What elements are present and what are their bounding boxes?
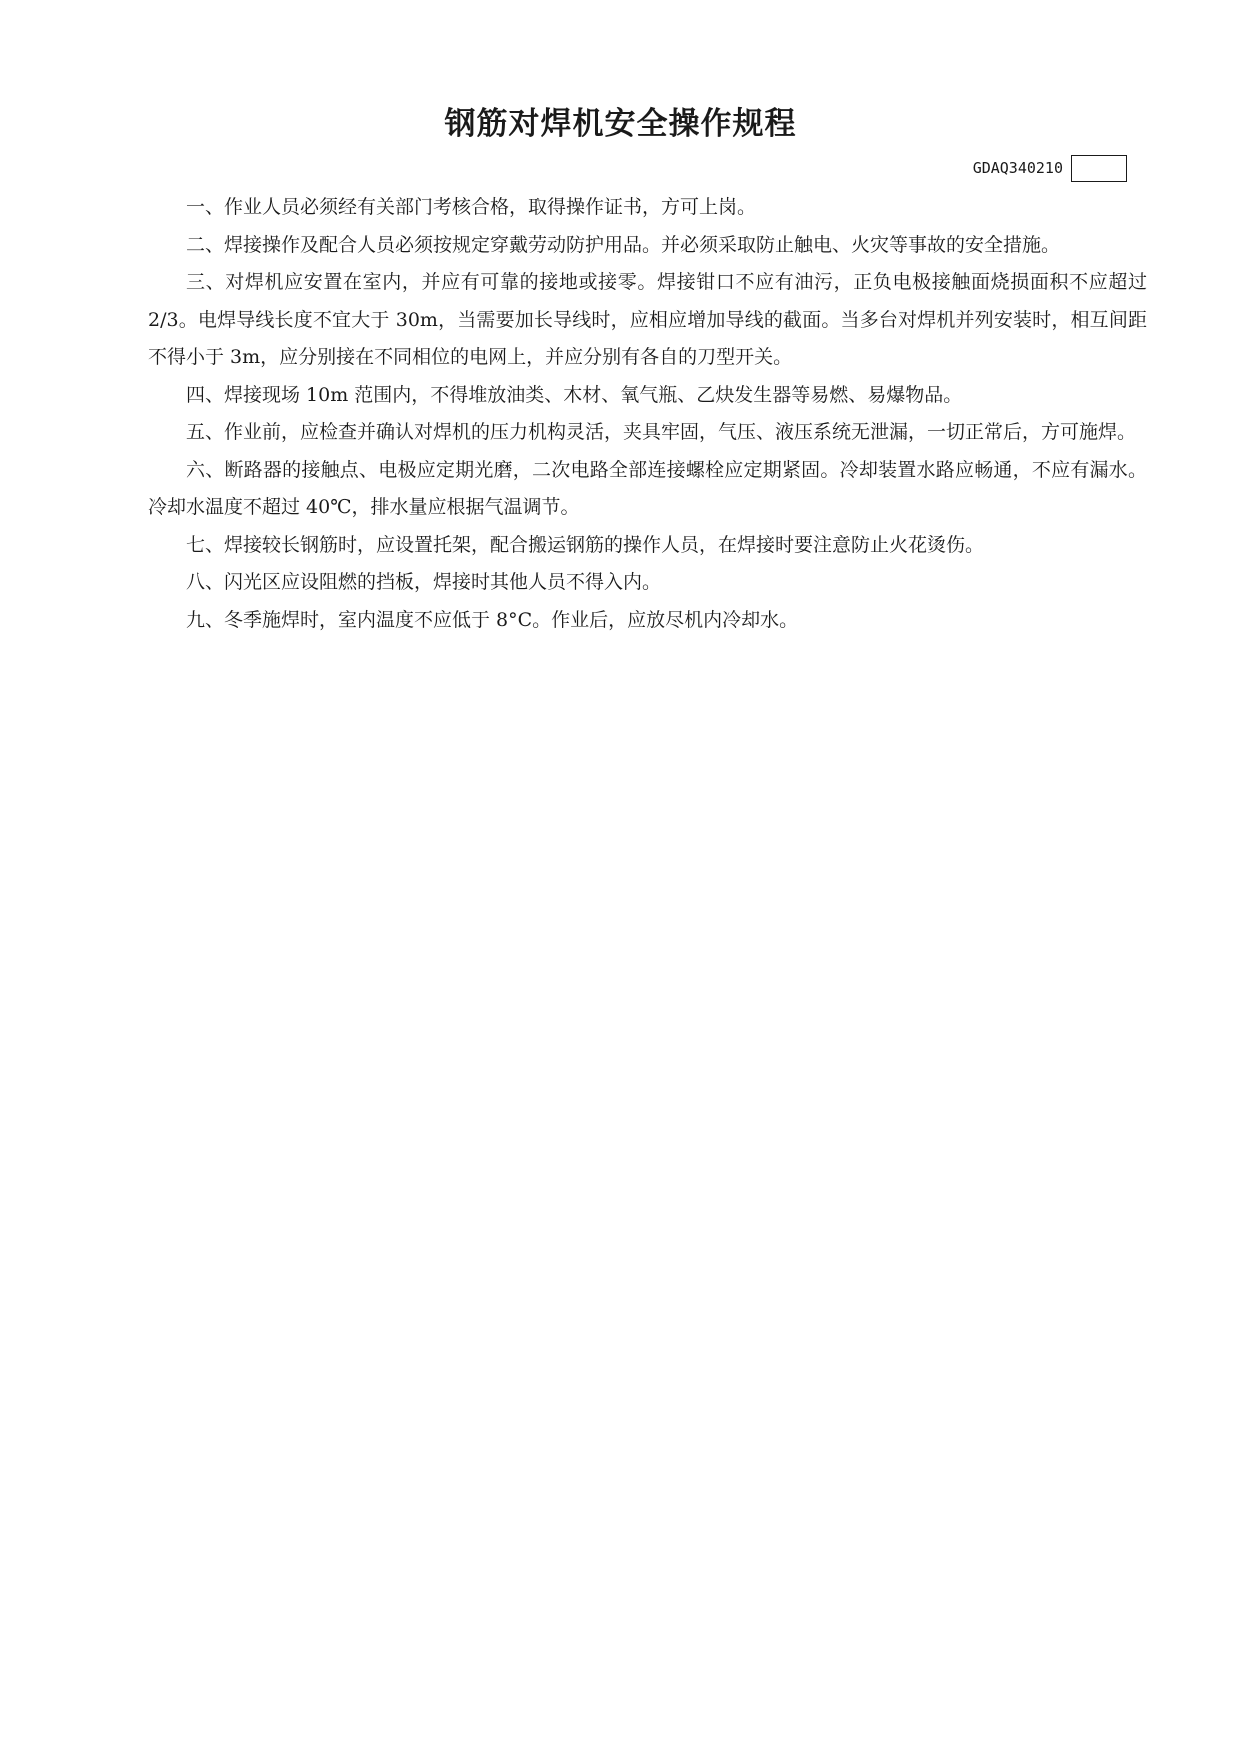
clause-3: 三、对焊机应安置在室内，并应有可靠的接地或接零。焊接钳口不应有油污，正负电极接触面烧损面积不应超过 2/3。电焊导线长度不宜大于 30m，当需要加长导线时，应相应增加导线的截面。当多台对焊机并列安装时，相互间距不得小于 3m，应分别接在不同相位的电网上，并应分别有各自的刀型开关。 — [148, 271, 1147, 368]
clause-4: 四、焊接现场 10m 范围内，不得堆放油类、木材、氧气瓶、乙炔发生器等易燃、易爆物品。 — [186, 383, 963, 406]
document-title: 钢筋对焊机安全操作规程 — [444, 106, 797, 142]
clause-9: 九、冬季施焊时，室内温度不应低于 8°C。作业后，应放尽机内冷却水。 — [186, 608, 799, 631]
clause-5: 五、作业前，应检查并确认对焊机的压力机构灵活，夹具牢固，气压、液压系统无泄漏，一切正常后，方可施焊。 — [186, 421, 1137, 443]
document-code: GDAQ340210 — [972, 159, 1063, 177]
document-code-row — [973, 153, 1127, 183]
clause-2: 二、焊接操作及配合人员必须按规定穿戴劳动防护用品。并必须采取防止触电、火灾等事故的安全措施。 — [186, 233, 1061, 256]
clause-6: 六、断路器的接触点、电极应定期光磨，二次电路全部连接螺栓应定期紧固。冷却装置水路应畅通，不应有漏水。冷却水温度不超过 40℃，排水量应根据气温调节。 — [148, 458, 1147, 518]
clause-7: 七、焊接较长钢筋时，应设置托架，配合搬运钢筋的操作人员，在焊接时要注意防止火花烫伤。 — [186, 533, 985, 556]
clause-1: 一、作业人员必须经有关部门考核合格，取得操作证书，方可上岗。 — [186, 196, 757, 218]
code-box — [1071, 155, 1127, 182]
clause-8: 八、闪光区应设阻燃的挡板，焊接时其他人员不得入内。 — [186, 571, 662, 593]
clause-list — [148, 189, 1147, 639]
